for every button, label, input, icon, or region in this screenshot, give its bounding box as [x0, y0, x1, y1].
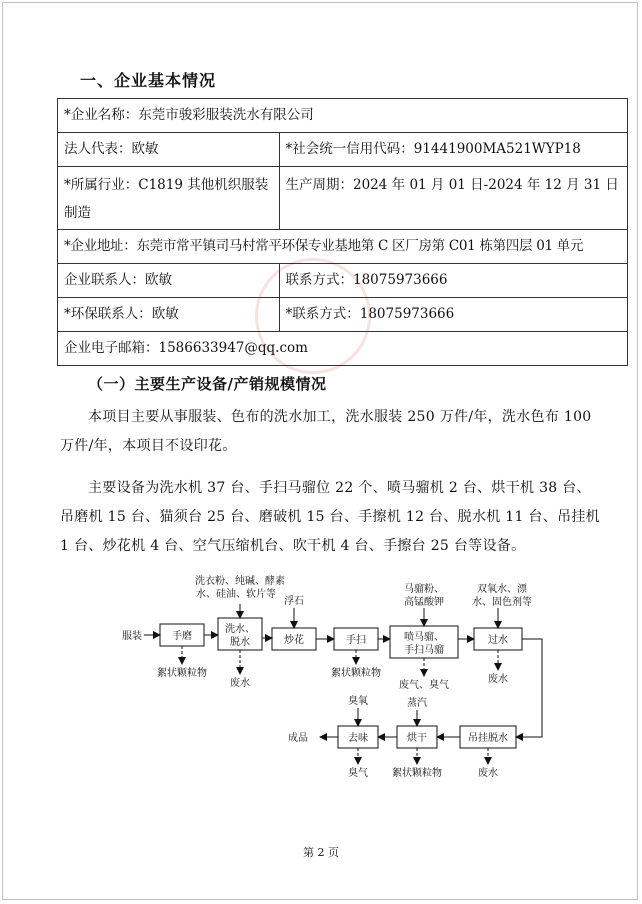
step-rinse-label: 过水	[488, 635, 508, 646]
step-deodorize-label: 去味	[348, 733, 368, 744]
industry-line1: *所属行业：C1819 其他机织服装	[64, 177, 269, 193]
legal-rep-cell: 法人代表：欧敏	[58, 133, 280, 167]
chem2-label-1: 马骝粉、	[404, 584, 444, 595]
table-row	[58, 167, 628, 230]
chem1-label-2: 水、硅油、软片等	[196, 589, 276, 600]
company-info-table	[57, 98, 628, 366]
dust-label-1: 絮状颗粒物	[157, 668, 207, 679]
chem2-label-2: 高锰酸钾	[404, 597, 444, 608]
odor-label: 臭气	[348, 768, 368, 779]
ozone-label: 臭氧	[348, 696, 368, 707]
step-brush-label: 手扫	[346, 635, 366, 646]
address-cell: *企业地址：东莞市常平镇司马村常平环保专业基地第 C 区厂房第 C01 栋第四层 01 单元	[58, 230, 628, 264]
subsection-title: （一）主要生产设备/产销规模情况	[88, 375, 327, 393]
contact-phone-cell: 联系方式：18075973666	[279, 264, 628, 298]
equipment-paragraph: 主要设备为洗水机 37 台、手扫马骝位 22 个、喷马骝机 2 台、烘干机 38 台、吊磨机 15 台、猫须台 25 台、磨破机 15 台、手擦机 12 台、脱水机 11 台、吊挂机 1 台、炒花机 4 台、空气压缩机台、吹干机 4 台、手擦台 25 台等设备。	[60, 480, 600, 554]
table-row	[58, 99, 628, 133]
email-cell: 企业电子邮箱：1586633947@qq.com	[58, 332, 628, 366]
step-washing-label-1: 洗水、	[225, 624, 255, 635]
wastewater-label-2: 废水	[488, 674, 508, 685]
arrow	[516, 639, 542, 737]
dust-label-3: 絮状颗粒物	[392, 768, 442, 779]
period-cell: 生产周期：2024 年 01 月 01 日-2024 年 12 月 31 日	[279, 167, 628, 230]
gas-label: 废气、臭气	[399, 680, 449, 691]
page-number: 第 2 页	[303, 846, 339, 859]
step-washing-label-2: 脱水	[230, 637, 250, 648]
env-phone-cell: *联系方式：18075973666	[279, 298, 628, 332]
process-flow-diagram	[110, 570, 560, 785]
step-drying-label: 烘干	[407, 733, 427, 744]
table-row	[58, 264, 628, 298]
table-row	[58, 230, 628, 264]
chem3-label-1: 双氧水、漂	[477, 584, 527, 595]
section-title: 一、企业基本情况	[80, 71, 217, 90]
production-scale-paragraph: 本项目主要从事服装、色布的洗水加工，洗水服装 250 万件/年，洗水色布 100 万件/年，本项目不设印花。	[60, 409, 592, 454]
table-row	[58, 298, 628, 332]
company-name-cell: *企业名称：东莞市骏彩服装洗水有限公司	[58, 99, 628, 133]
step-spray-label-1: 喷马骝、	[404, 632, 444, 643]
chem3-label-2: 水、固色剂等	[472, 597, 532, 608]
step-spray-label-2: 手扫马骝	[404, 645, 444, 656]
step-grinding-label: 手磨	[172, 631, 192, 642]
industry-line2: 制造	[64, 205, 91, 221]
input-garment-label: 服装	[122, 631, 142, 642]
industry-cell	[58, 167, 280, 230]
table-row	[58, 332, 628, 366]
wastewater-label-3: 废水	[478, 768, 498, 779]
step-stir-label: 炒花	[284, 635, 304, 646]
step-hang-dry-label: 吊挂脱水	[468, 733, 508, 744]
pumice-label: 浮石	[284, 596, 304, 607]
chem1-label-1: 洗衣粉、纯碱、酵素	[195, 576, 285, 587]
contact-cell: 企业联系人：欧敏	[58, 264, 280, 298]
wastewater-label-1: 废水	[230, 678, 250, 689]
output-label: 成品	[288, 733, 308, 744]
dust-label-2: 絮状颗粒物	[331, 668, 381, 679]
env-contact-cell: *环保联系人：欧敏	[58, 298, 280, 332]
table-row	[58, 133, 628, 167]
credit-code-cell: *社会统一信用代码：91441900MA521WYP18	[279, 133, 628, 167]
steam-label: 蒸汽	[407, 698, 427, 709]
